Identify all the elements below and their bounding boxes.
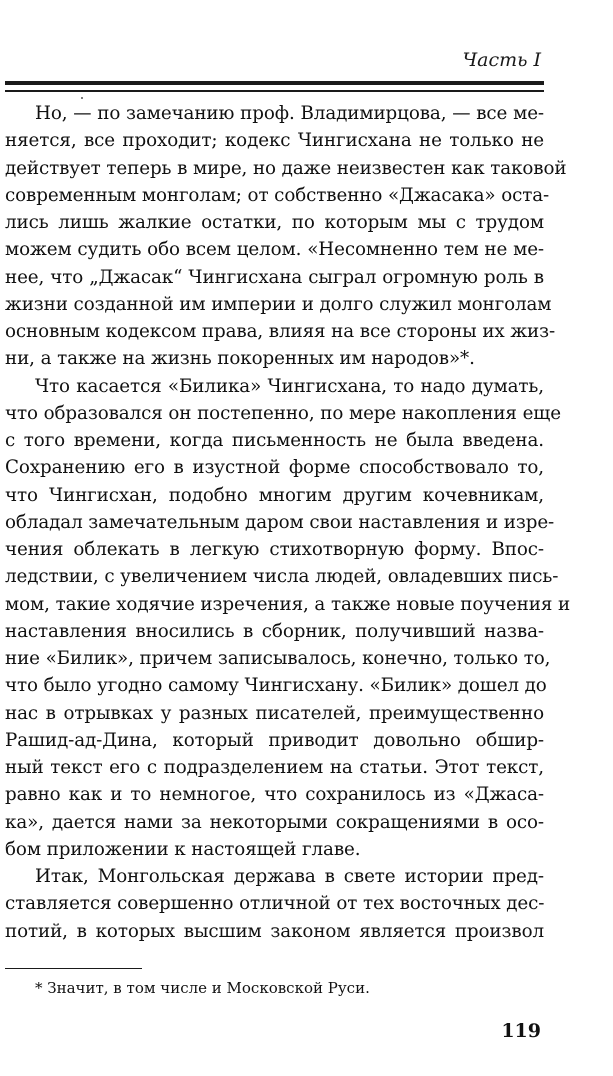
- header-rule-thin: [5, 90, 544, 92]
- text-line: лись лишь жалкие остатки, по которым мы с трудом: [5, 212, 544, 233]
- text-line: ни, а также на жизнь покоренных им народов»*.: [5, 348, 475, 370]
- text-line: мом, такие ходячие изречения, а также новые поучения и: [5, 593, 571, 615]
- text-line: ка», дается нами за некоторыми сокращениями в осо-: [5, 811, 544, 833]
- text-line: Но, — по замечанию проф. Владимирцова, — все ме-: [35, 103, 544, 124]
- text-line: ный текст его с подразделением на статьи. Этот текст,: [5, 757, 544, 778]
- text-line: ставляется совершенно отличной от тех восточных дес-: [5, 893, 545, 915]
- text-line: бом приложении к настоящей главе.: [5, 838, 361, 860]
- header-rule-thick: [5, 81, 544, 85]
- text-line: Что касается «Билика» Чингисхана, то надо думать,: [35, 375, 544, 397]
- text-line: Рашид-ад-Дина, который приводит довольно обшир-: [5, 729, 544, 751]
- footnote-rule: [5, 968, 142, 969]
- text-line: ние «Билик», причем записывалось, конечно, только то,: [5, 648, 551, 669]
- text-line: с того времени, когда письменность не была введена.: [5, 430, 544, 451]
- text-line: что Чингисхан, подобно многим другим кочевникам,: [5, 484, 544, 506]
- text-line: няется, все проходит; кодекс Чингисхана не только не: [5, 130, 544, 152]
- text-line: что было угодно самому Чингисхану. «Билик» дошел до: [5, 675, 547, 697]
- page-number: 119: [501, 1020, 541, 1042]
- text-line: наставления вносились в сборник, получивший назва-: [5, 620, 544, 642]
- text-line: обладал замечательным даром свои наставления и изре-: [5, 511, 555, 533]
- text-line: современным монголам; от собственно «Джасака» оста-: [5, 184, 550, 206]
- running-head: Часть I: [462, 49, 541, 71]
- text-line: Итак, Монгольская держава в свете истории пред-: [35, 866, 544, 887]
- print-speck: [81, 97, 83, 99]
- text-line: Сохранению его в изустной форме способствовало то,: [5, 457, 544, 479]
- text-line: основным кодексом права, влияя на все стороны их жиз-: [5, 321, 556, 342]
- text-line: чения облекать в легкую стихотворную форму. Впос-: [5, 539, 544, 560]
- text-line: потий, в которых высшим законом является произвол: [5, 920, 544, 942]
- text-line: нас в отрывках у разных писателей, преимущественно: [5, 702, 544, 724]
- text-line: действует теперь в мире, но даже неизвестен как таковой: [5, 157, 567, 179]
- text-line: жизни созданной им империи и долго служил монголам: [5, 293, 552, 315]
- text-line: равно как и то немногое, что сохранилось из «Джаса-: [5, 784, 544, 806]
- text-line: ледствии, с увеличением числа людей, овладевших пись-: [5, 566, 559, 588]
- text-line: нее, что „Джасак“ Чингисхана сыграл огромную роль в: [5, 266, 544, 288]
- text-line: что образовался он постепенно, по мере накопления еще: [5, 402, 561, 424]
- text-line: можем судить обо всем целом. «Несомненно тем не ме-: [5, 239, 544, 261]
- footnote: * Значит, в том числе и Московской Руси.: [35, 979, 370, 997]
- body-text: [5, 100, 571, 945]
